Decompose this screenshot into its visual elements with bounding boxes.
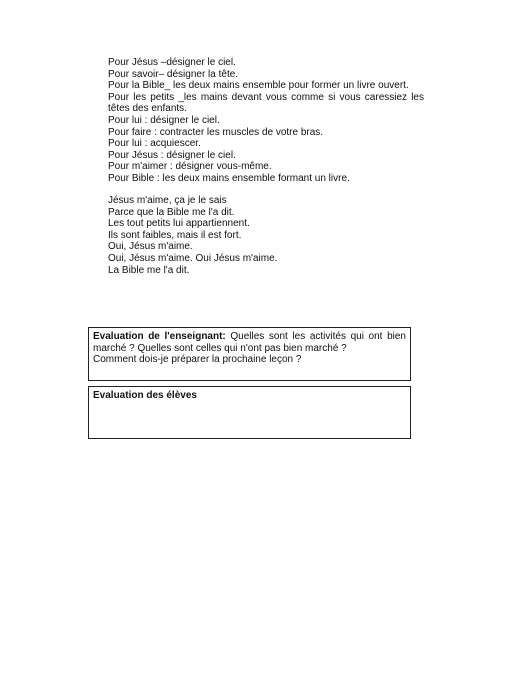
gesture-instructions [108, 57, 424, 185]
teacher-evaluation-heading: Evaluation de l'enseignant: [93, 331, 226, 342]
instruction-line: Pour m'aimer : désigner vous-même. [108, 161, 272, 173]
teacher-evaluation-question: Quelles sont les activités qui ont bien [225, 331, 406, 342]
song-line: Oui, Jésus m'aime. [108, 241, 193, 253]
instruction-line: Pour Bible : les deux mains ensemble formant un livre. [108, 172, 350, 184]
instruction-line: têtes des enfants. [108, 103, 187, 115]
song-line: Ils sont faibles, mais il est fort. [108, 229, 242, 241]
teacher-evaluation-question: marché ? Quelles sont celles qui n'ont pas bien marché ? [93, 342, 347, 354]
song-line: Les tout petits lui appartiennent. [108, 218, 250, 230]
song-line: Oui, Jésus m'aime. Oui Jésus m'aime. [108, 252, 278, 264]
teacher-evaluation-question: Comment dois-je préparer la prochaine leçon ? [93, 354, 302, 366]
teacher-evaluation-line [93, 331, 406, 343]
instruction-line: Pour savoir– désigner la tête. [108, 68, 239, 80]
teacher-evaluation-box [88, 327, 411, 381]
song-line: La Bible me l'a dit. [108, 264, 190, 276]
song-lyrics [108, 195, 424, 276]
student-evaluation-box [88, 386, 411, 439]
song-line: Parce que la Bible me l'a dit. [108, 206, 235, 218]
instruction-line: Pour les petits _les mains devant vous comme si vous caressiez les [108, 91, 424, 103]
song-line: Jésus m'aime, ça je le sais [108, 195, 227, 206]
instruction-line: Pour Jésus –désigner le ciel. [108, 57, 236, 68]
instruction-line: Pour lui : acquiescer. [108, 138, 201, 150]
instruction-line: Pour Jésus : désigner le ciel. [108, 149, 236, 161]
student-evaluation-heading: Evaluation des élèves [93, 390, 197, 401]
instruction-line: Pour la Bible_ les deux mains ensemble pour former un livre ouvert. [108, 80, 409, 92]
instruction-line: Pour lui : désigner le ciel. [108, 114, 220, 126]
instruction-line: Pour faire : contracter les muscles de votre bras. [108, 126, 324, 138]
